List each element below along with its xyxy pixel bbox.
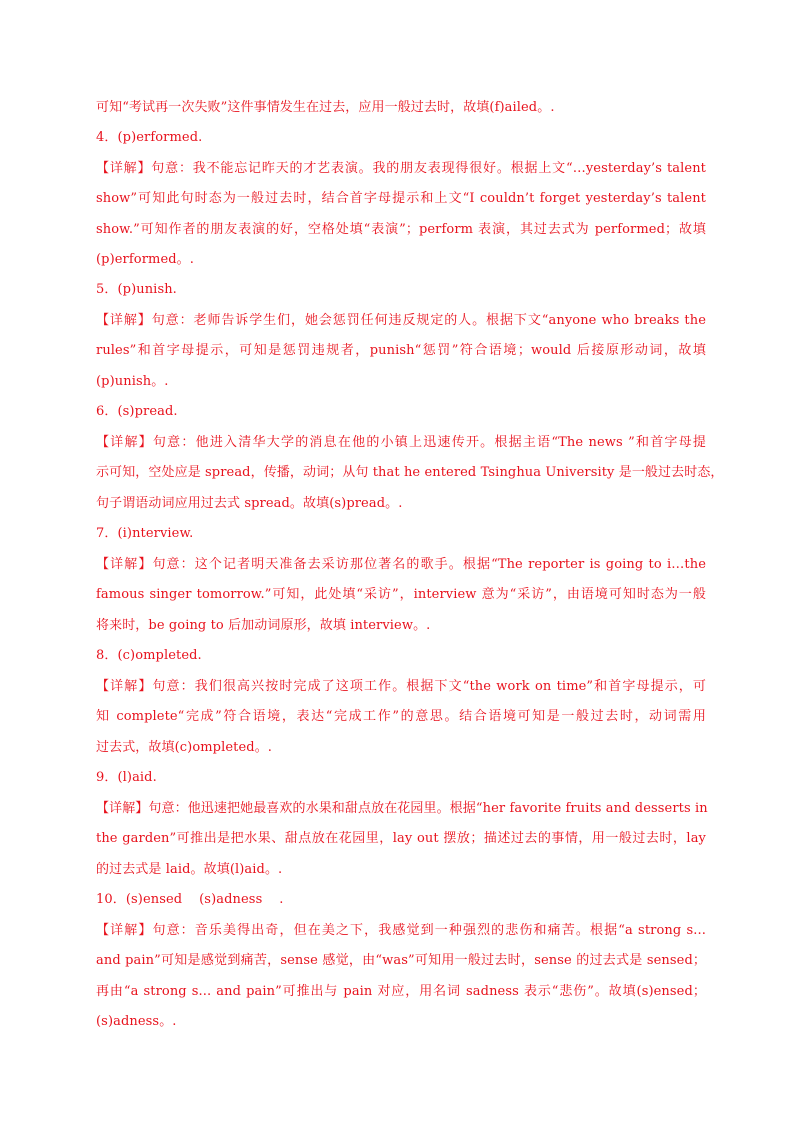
explanation-line: 【详解】句意：音乐美得出奇，但在美之下，我感觉到一种强烈的悲伤和痛苦。根据“a strong s... [96,923,706,938]
explanation-line: 将来时，be going to 后加动词原形，故填 interview。. [96,618,431,633]
explanation-line: 句子谓语动词应用过去式 spread。故填(s)pread。. [96,496,403,511]
answer-heading: 4．(p)erformed. [96,130,203,145]
explanation-line: 的过去式是 laid。故填(l)aid。. [96,862,283,877]
explanation-line: show”可知此句时态为一般过去时，结合首字母提示和上文“I couldn’t forget yesterday’s talent [96,191,706,206]
explanation-line: 【详解】句意：他进入清华大学的消息在他的小镇上迅速传开。根据主语“The news ”和首字母提 [96,435,706,450]
explanation-line: the garden”可推出是把水果、甜点放在花园里，lay out 摆放；描述过去的事情，用一般过去时，lay [96,831,706,846]
explanation-line: 示可知，空处应是 spread，传播，动词；从句 that he entered Tsinghua University 是一般过去时态， [96,465,724,480]
answer-heading: 5．(p)unish. [96,282,177,297]
text-line: 可知“考试再一次失败”这件事情发生在过去，应用一般过去时，故填(f)ailed。. [96,100,555,115]
explanation-line: 【详解】句意：我不能忘记昨天的才艺表演。我的朋友表现得很好。根据上文“…yesterday’s talent [96,161,706,176]
explanation-line: 再由“a strong s... and pain”可推出与 pain 对应，用名词 sadness 表示“悲伤”。故填(s)ensed； [96,984,706,999]
explanation-line: (s)adness。. [96,1014,177,1029]
explanation-line: rules”和首字母提示，可知是惩罚违规者，punish“惩罚”符合语境；would 后接原形动词，故填 [96,343,706,358]
answer-heading: 9．(l)aid. [96,770,157,785]
explanation-line: show.”可知作者的朋友表演的好，空格处填“表演”；perform 表演，其过去式为 performed；故填 [96,222,706,237]
explanation-line: famous singer tomorrow.”可知，此处填“采访”，interview 意为“采访”，由语境可知时态为一般 [96,587,706,602]
explanation-line: 知 complete“完成”符合语境，表达“完成工作”的意思。结合语境可知是一般过去时，动词需用 [96,709,706,724]
answer-heading: 7．(i)nterview. [96,526,194,541]
explanation-line: 【详解】句意：我们很高兴按时完成了这项工作。根据下文“the work on time”和首字母提示，可 [96,679,706,694]
answer-heading: 8．(c)ompleted. [96,648,202,663]
explanation-line: 过去式，故填(c)ompleted。. [96,740,273,755]
answer-heading: 10．(s)ensed (s)adness . [96,892,284,907]
explanation-line: 【详解】句意：老师告诉学生们，她会惩罚任何违反规定的人。根据下文“anyone who breaks the [96,313,706,328]
explanation-line: (p)unish。. [96,374,169,389]
explanation-line: (p)erformed。. [96,252,195,267]
explanation-line: 【详解】句意：他迅速把她最喜欢的水果和甜点放在花园里。根据“her favorite fruits and desserts in [96,801,708,816]
answer-heading: 6．(s)pread. [96,404,178,419]
explanation-line: 【详解】句意：这个记者明天准备去采访那位著名的歌手。根据“The reporter is going to i…the [96,557,706,572]
explanation-line: and pain”可知是感觉到痛苦，sense 感觉，由“was”可知用一般过去时，sense 的过去式是 sensed； [96,953,706,968]
